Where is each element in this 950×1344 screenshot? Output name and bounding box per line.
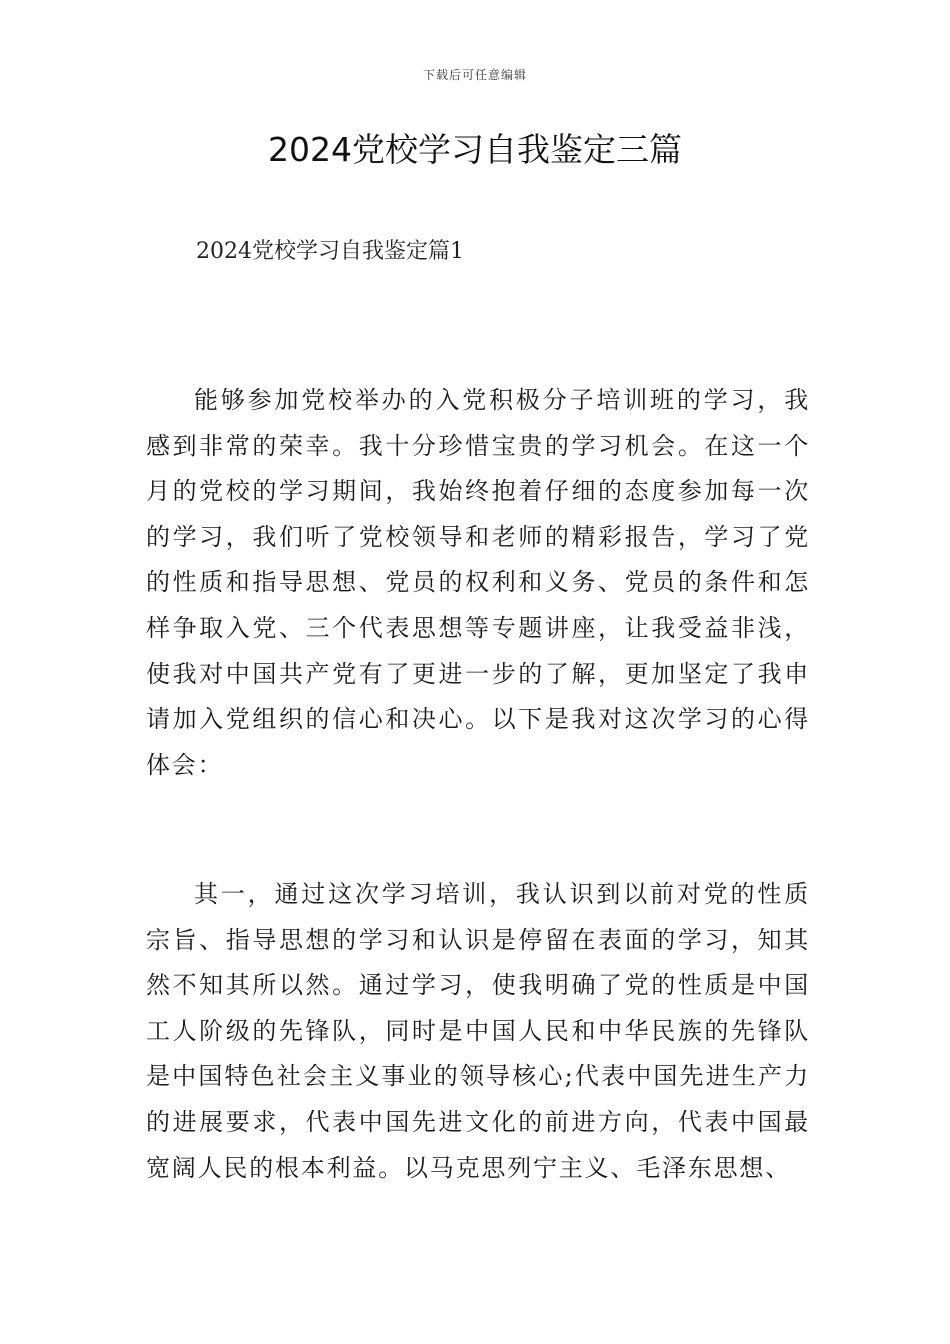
header-note: 下载后可任意编辑 — [422, 68, 527, 82]
section-heading: 2024党校学习自我鉴定篇1 — [196, 239, 464, 264]
document-title: 2024党校学习自我鉴定三篇 — [268, 130, 682, 169]
paragraph-1: 能够参加党校举办的入党积极分子培训班的学习，我感到非常的荣幸。我十分珍惜宝贵的学习机会。在这一个月的党校的学习期间，我始终抱着仔细的态度参加每一次的学习，我们听了党校领导和老师的精彩报告，学习了党的性质和指导思想、党员的权利和义务、党员的条件和怎样争取入党、三个代表思想等专题讲座，让我受益非浅，使我对中国共产党有了更进一步的了解，更加坚定了我申请加入党组织的信心和决心。以下是我对这次学习的心得体会： — [146, 386, 810, 779]
paragraph-2: 其一，通过这次学习培训，我认识到以前对党的性质宗旨、指导思想的学习和认识是停留在表面的学习，知其然不知其所以然。通过学习，使我明确了党的性质是中国工人阶级的先锋队，同时是中国人民和中华民族的先锋队是中国特色社会主义事业的领导核心;代表中国先进生产力的进展要求，代表中国先进文化的前进方向，代表中国最宽阔人民的根本利益。以马克思列宁主义、毛泽东思想、 — [146, 880, 810, 1182]
